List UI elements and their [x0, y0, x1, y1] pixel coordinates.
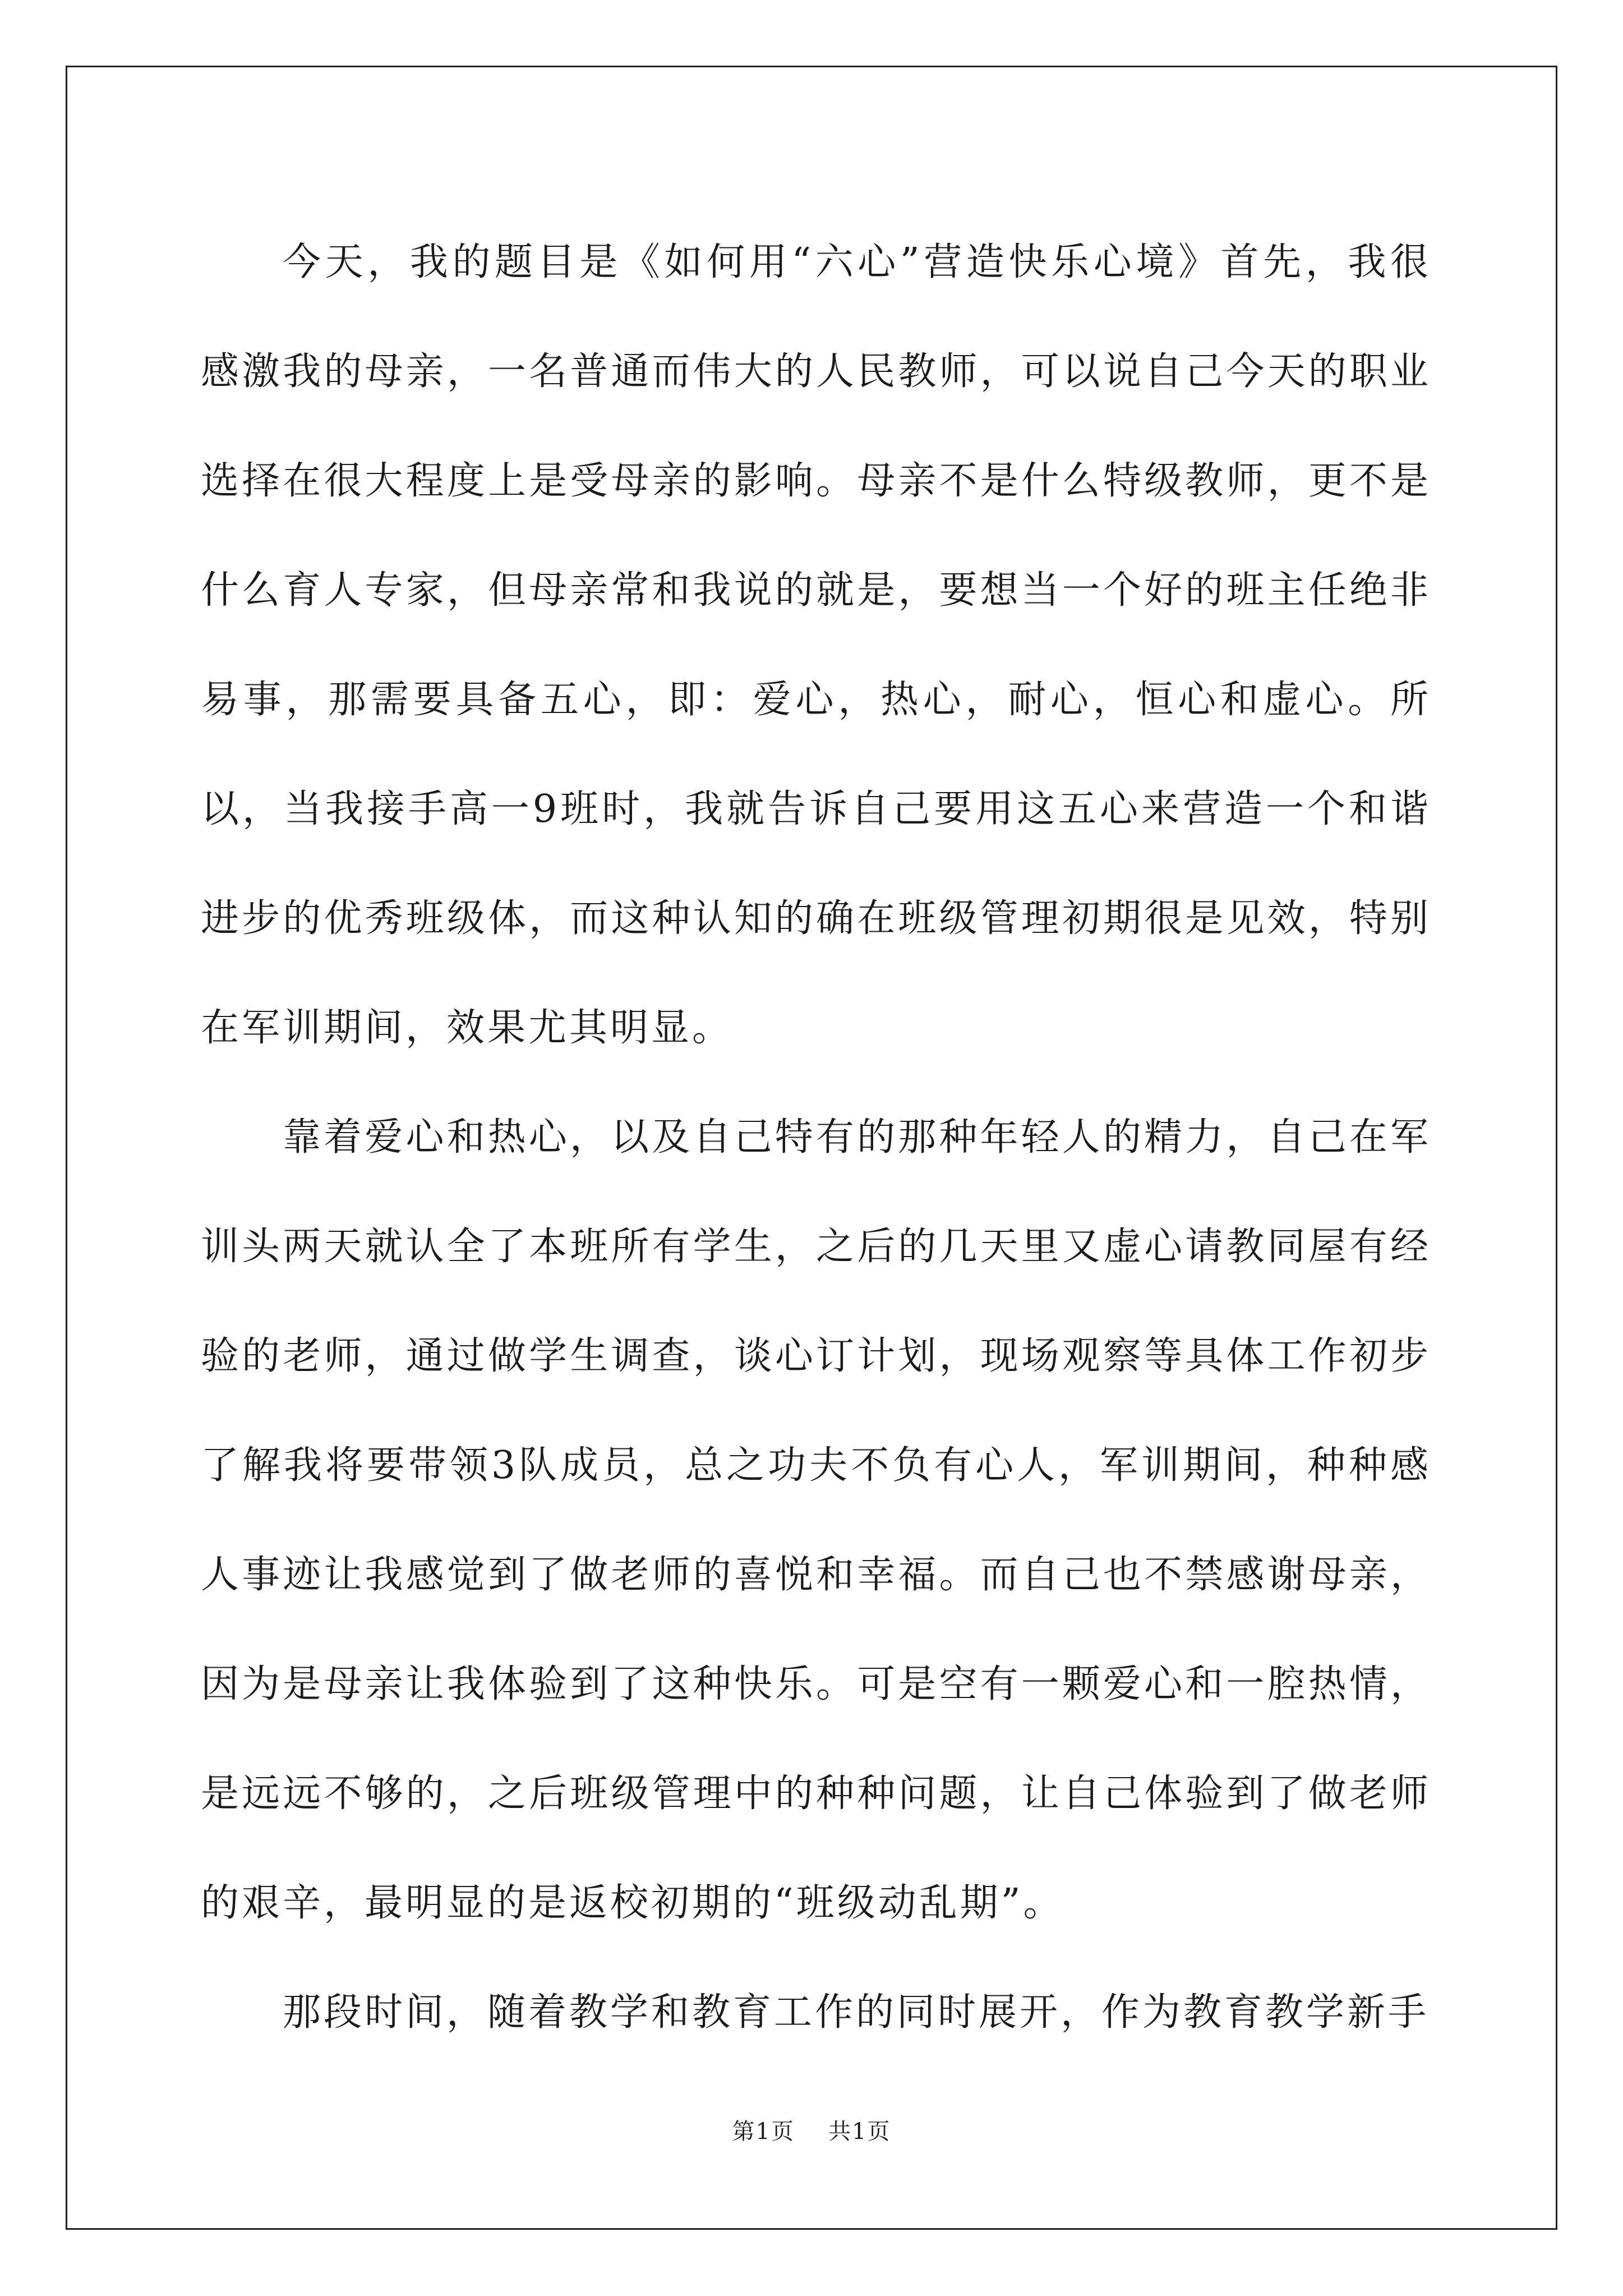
page-number-current: 第1页: [732, 2119, 795, 2145]
paragraph-3: 那段时间，随着教学和教育工作的同时展开，作为教育教学新手: [283, 1990, 1430, 2035]
page-footer: [0, 2114, 1623, 2146]
paragraph-1: 今天，我的题目是《如何用“六心”营造快乐心境》首先，我很感激我的母亲，一名普通而伟大的人民教师，可以说自己今天的职业选择在很大程度上是受母亲的影响。母亲不是什么特级教师，更不是什么育人专家，但母亲常和我说的就是，要想当一个好的班主任绝非易事，那需要具备五心，即：爱心，热心，耐心，恒心和虚心。所以，当我接手高一9班时，我就告诉自己要用这五心来营造一个和谐进步的优秀班级体，而这种认知的确在班级管理初期很是见效，特别在军训期间，效果尤其明显。: [201, 240, 1431, 1050]
document-body: [201, 208, 1431, 2067]
page-number-total: 共1页: [828, 2119, 891, 2145]
paragraph-2: 靠着爱心和热心，以及自己特有的那种年轻人的精力，自己在军训头两天就认全了本班所有学生，之后的几天里又虚心请教同屋有经验的老师，通过做学生调查，谈心订计划，现场观察等具体工作初步了解我将要带领3队成员，总之功夫不负有心人，军训期间，种种感人事迹让我感觉到了做老师的喜悦和幸福。而自己也不禁感谢母亲，因为是母亲让我体验到了这种快乐。可是空有一颗爱心和一腔热情，是远远不够的，之后班级管理中的种种问题，让自己体验到了做老师的艰辛，最明显的是返校初期的“班级动乱期”。: [201, 1115, 1431, 1925]
